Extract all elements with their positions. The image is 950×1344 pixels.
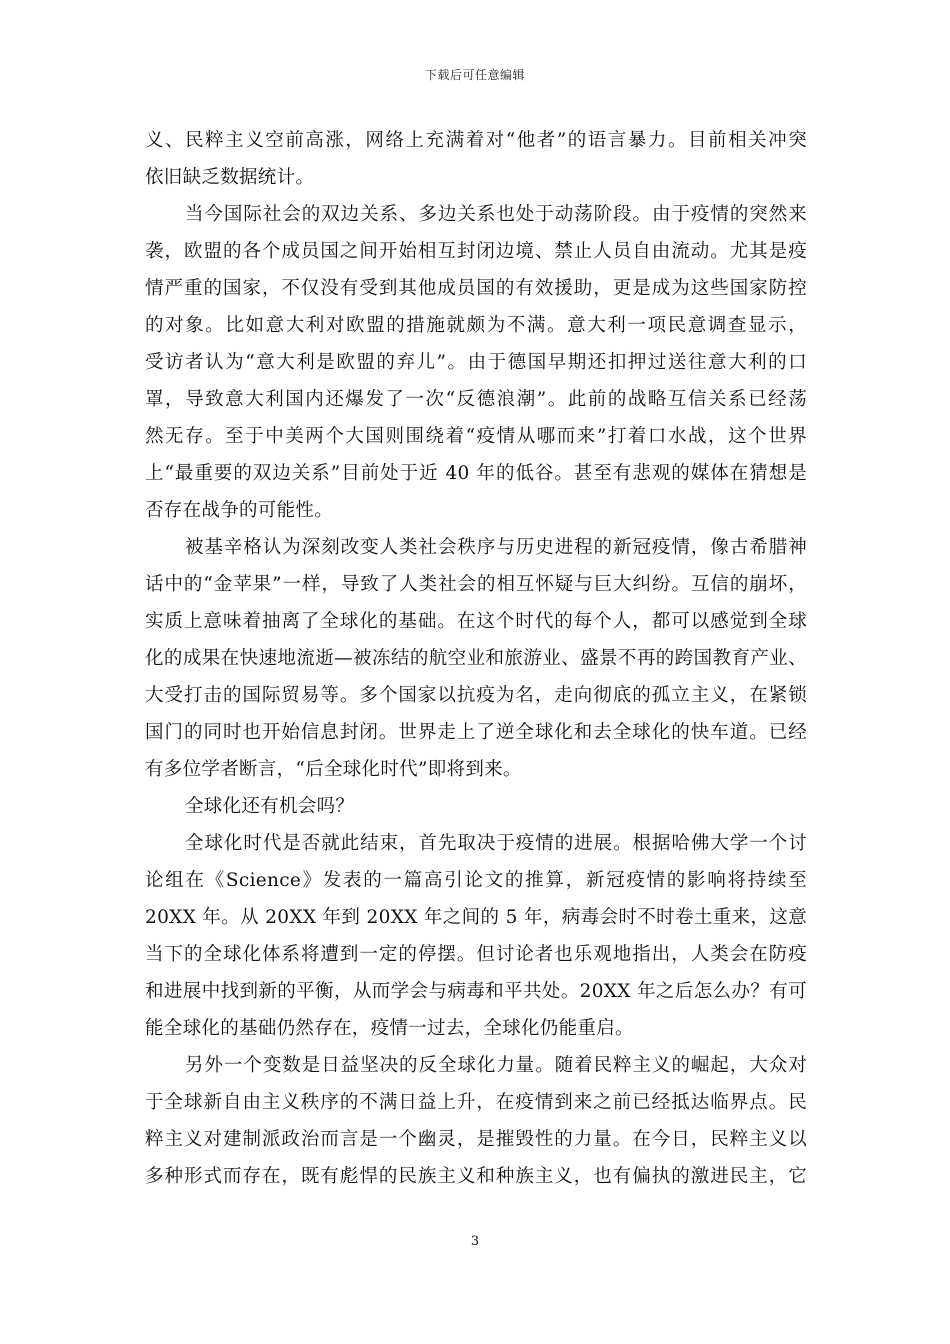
text-line: 当下的全球化体系将遭到一定的停摆。但讨论者也乐观地指出，人类会在防疫 [145, 944, 807, 965]
text-line: 多种形式而存在，既有彪悍的民族主义和种族主义，也有偏执的激进民主，它 [145, 1166, 807, 1187]
text-line: 袭，欧盟的各个成员国之间开始相互封闭边境、禁止人员自由流动。尤其是疫 [145, 241, 807, 262]
text-line: 上“最重要的双边关系”目前处于近 40 年的低谷。甚至有悲观的媒体在猜想是 [145, 463, 807, 484]
page-header: 下载后可任意编辑 [424, 68, 525, 82]
section-question: 全球化还有机会吗？ [185, 796, 355, 817]
text-line: 能全球化的基础仍然存在，疫情一过去，全球化仍能重启。 [145, 1018, 634, 1039]
text-line: 受访者认为“意大利是欧盟的弃儿”。由于德国早期还扣押过送往意大利的口 [145, 352, 807, 373]
text-line: 实质上意味着抽离了全球化的基础。在这个时代的每个人，都可以感觉到全球 [145, 611, 807, 632]
text-line: 粹主义对建制派政治而言是一个幽灵，是摧毁性的力量。在今日，民粹主义以 [145, 1129, 807, 1150]
paragraph-first-line: 全球化时代是否就此结束，首先取决于疫情的进展。根据哈佛大学一个讨 [185, 833, 807, 854]
text-line: 于全球新自由主义秩序的不满日益上升，在疫情到来之前已经抵达临界点。民 [145, 1092, 807, 1113]
paragraph-first-line: 当今国际社会的双边关系、多边关系也处于动荡阶段。由于疫情的突然来 [185, 204, 807, 225]
text-line: 话中的“金苹果”一样，导致了人类社会的相互怀疑与巨大纠纷。互信的崩坏， [145, 574, 807, 595]
text-line: 论组在《Science》发表的一篇高引论文的推算，新冠疫情的影响将持续至 [145, 870, 807, 891]
text-line: 否存在战争的可能性。 [145, 500, 334, 521]
text-line: 国门的同时也开始信息封闭。世界走上了逆全球化和去全球化的快车道。已经 [145, 722, 807, 743]
text-line: 有多位学者断言，“后全球化时代”即将到来。 [145, 759, 522, 780]
text-line: 大受打击的国际贸易等。多个国家以抗疫为名，走向彻底的孤立主义，在紧锁 [145, 685, 807, 706]
document-body [145, 122, 807, 1195]
text-line: 依旧缺乏数据统计。 [145, 167, 315, 188]
page-number: 3 [470, 1234, 480, 1249]
text-line: 的对象。比如意大利对欧盟的措施就颇为不满。意大利一项民意调查显示， [145, 315, 807, 336]
text-line: 然无存。至于中美两个大国则围绕着“疫情从哪而来”打着口水战，这个世界 [145, 426, 807, 447]
text-line: 20XX 年。从 20XX 年到 20XX 年之间的 5 年，病毒会时不时卷土重来，这意 [145, 907, 807, 928]
text-line: 化的成果在快速地流逝—被冻结的航空业和旅游业、盛景不再的跨国教育产业、 [145, 648, 807, 669]
text-line: 罩，导致意大利国内还爆发了一次“反德浪潮”。此前的战略互信关系已经荡 [145, 389, 807, 410]
paragraph-first-line: 另外一个变数是日益坚决的反全球化力量。随着民粹主义的崛起，大众对 [185, 1055, 807, 1076]
text-line: 情严重的国家，不仅没有受到其他成员国的有效援助，更是成为这些国家防控 [145, 278, 807, 299]
text-line: 和进展中找到新的平衡，从而学会与病毒和平共处。20XX 年之后怎么办？有可 [145, 981, 807, 1002]
paragraph-first-line: 被基辛格认为深刻改变人类社会秩序与历史进程的新冠疫情，像古希腊神 [185, 537, 807, 558]
text-line: 义、民粹主义空前高涨，网络上充满着对“他者”的语言暴力。目前相关冲突 [145, 130, 807, 151]
